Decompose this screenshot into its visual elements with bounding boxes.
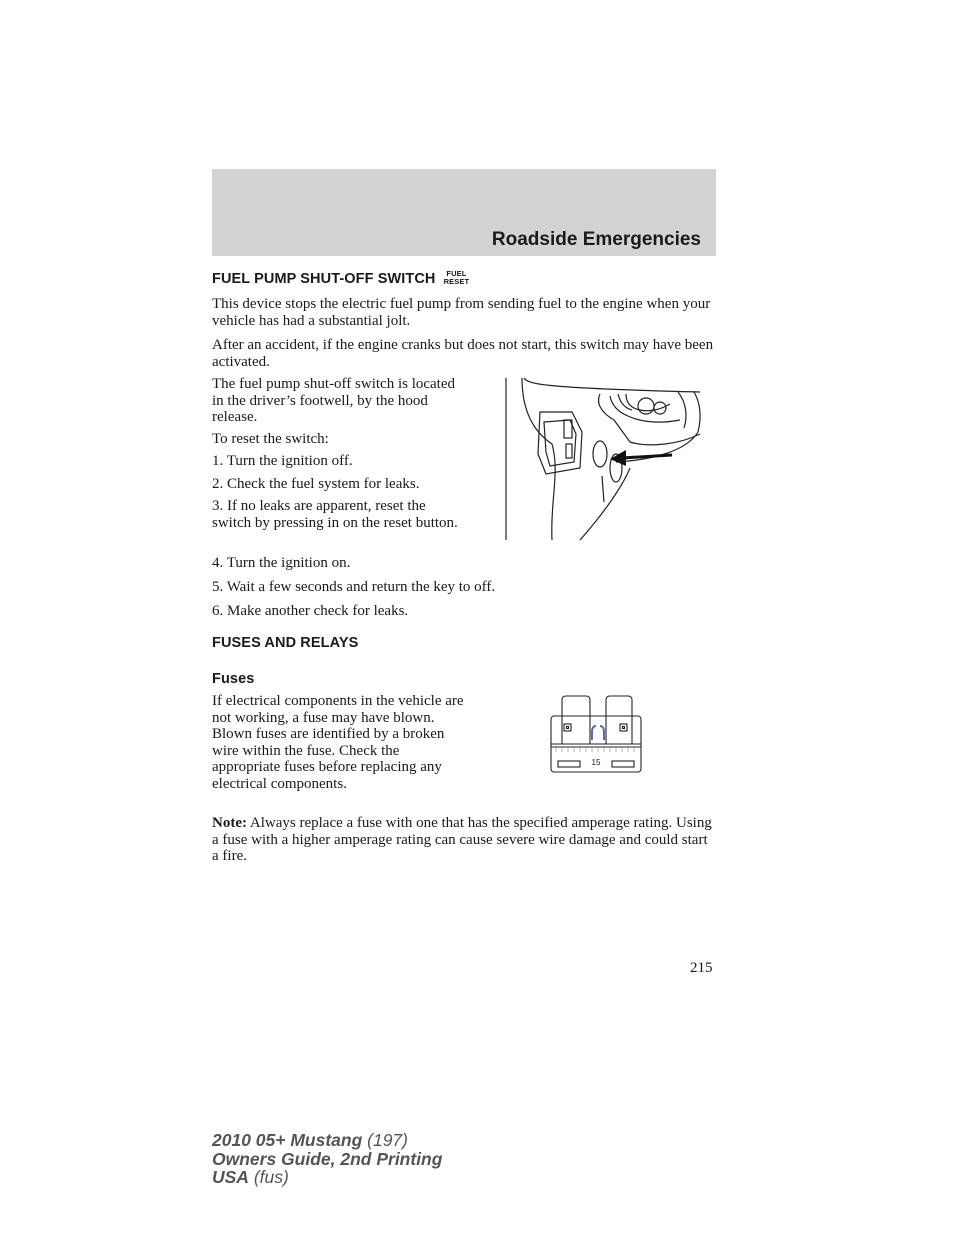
footer-market: USA xyxy=(212,1167,249,1187)
footwell-illustration xyxy=(500,372,705,544)
reset-step-5: 5. Wait a few seconds and return the key to off. xyxy=(212,579,496,595)
page-number: 215 xyxy=(690,960,713,976)
footer-model: 2010 05+ Mustang xyxy=(212,1130,363,1150)
footer-model-code: (197) xyxy=(362,1130,408,1150)
note-paragraph xyxy=(212,815,717,865)
fuse-rating-label: 15 xyxy=(591,758,601,767)
fuel-reset-icon-line2: RESET xyxy=(443,277,470,286)
fuel-pump-location-paragraph: The fuel pump shut-off switch is located in the driver’s footwell, by the hood release. xyxy=(212,376,456,425)
reset-step-1: 1. Turn the ignition off. xyxy=(212,453,353,469)
footer-info xyxy=(212,1131,442,1187)
section-header-band xyxy=(212,169,716,256)
reset-step-4: 4. Turn the ignition on. xyxy=(212,555,351,571)
section-title: Roadside Emergencies xyxy=(491,229,701,250)
reset-step-2: 2. Check the fuel system for leaks. xyxy=(212,476,420,492)
fuses-paragraph: If electrical components in the vehicle are not working, a fuse may have blown. Blown fuses are identified by a broken wire within the fuse. Check the appropriate fuses before replacing any electrical components. xyxy=(212,693,464,792)
fuel-pump-paragraph-2: After an accident, if the engine cranks but does not start, this switch may have been activated. xyxy=(212,337,714,370)
note-label: Note: xyxy=(212,815,247,831)
footer-line-3 xyxy=(212,1168,442,1187)
arrow-pointer-icon xyxy=(610,450,672,466)
fuel-pump-heading xyxy=(212,270,469,287)
fuses-subheading: Fuses xyxy=(212,671,255,687)
fuel-reset-icon xyxy=(444,270,470,286)
note-text: Always replace a fuse with one that has the specified amperage rating. Using a fuse with a higher amperage rating can cause severe wire damage and could start a fire. xyxy=(212,815,712,864)
footer-line-1 xyxy=(212,1131,442,1150)
fuses-relays-heading: FUSES AND RELAYS xyxy=(212,635,359,651)
footer-market-code: (fus) xyxy=(248,1167,289,1187)
reset-intro: To reset the switch: xyxy=(212,431,329,447)
footer-printing: Owners Guide, 2nd Printing xyxy=(212,1148,443,1169)
fuel-reset-icon-line1: FUEL xyxy=(446,269,467,278)
reset-step-6: 6. Make another check for leaks. xyxy=(212,603,409,619)
fuse-illustration xyxy=(548,694,644,774)
fuel-pump-heading-text: FUEL PUMP SHUT-OFF SWITCH xyxy=(212,271,436,287)
reset-step-3: 3. If no leaks are apparent, reset the switch by pressing in on the reset button. xyxy=(212,498,458,531)
footer-line-2 xyxy=(212,1150,442,1169)
fuel-pump-paragraph-1: This device stops the electric fuel pump from sending fuel to the engine when your vehicle has had a substantial jolt. xyxy=(212,296,711,329)
